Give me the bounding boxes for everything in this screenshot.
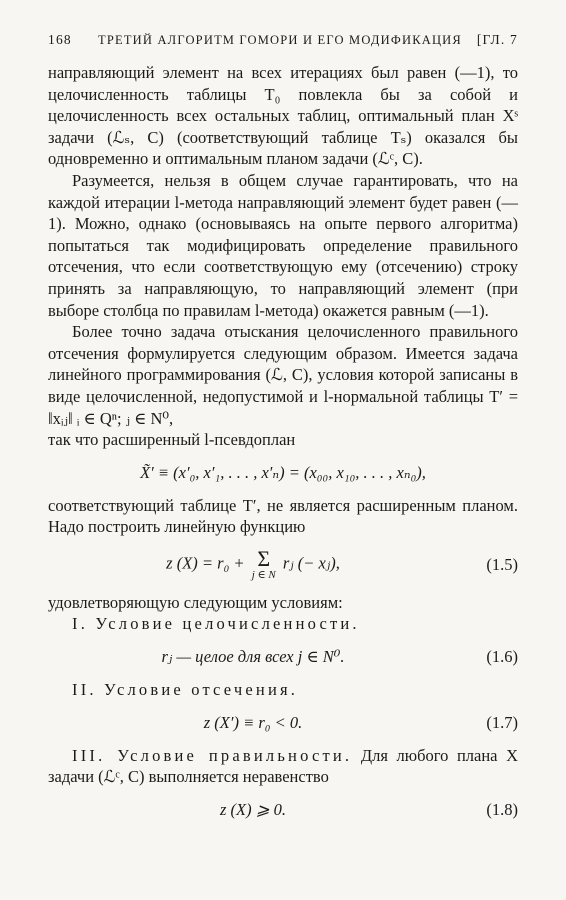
sum-operator	[252, 548, 276, 581]
condition-3	[48, 745, 518, 788]
formula-1-6-body: rⱼ — целое для всех j ∈ N⁰.	[161, 647, 345, 667]
condition-1	[48, 613, 518, 635]
formula-1-6	[48, 635, 518, 679]
formula-1-6-label: (1.6)	[486, 647, 518, 667]
condition-2-label: II. Условие отсечения.	[72, 680, 299, 700]
page-number: 168	[48, 32, 72, 47]
formula-1-8	[48, 788, 518, 832]
running-title: ТРЕТИЙ АЛГОРИТМ ГОМОРИ И ЕГО МОДИФИКАЦИЯ	[98, 33, 462, 47]
formula-1-5-right: rⱼ (− xⱼ),	[282, 553, 340, 573]
condition-3-label: III. Условие правильности.	[72, 745, 353, 765]
paragraph-3b: так что расширенный l-псевдоплан	[48, 430, 296, 450]
formula-1-8-label: (1.8)	[486, 799, 518, 819]
formula-1-5-body	[48, 548, 458, 581]
paragraph-6: выполняется неравенство	[148, 767, 329, 787]
sigma-symbol: Σ	[257, 546, 271, 572]
running-header	[48, 32, 518, 48]
formula-pseudoplan	[48, 451, 518, 495]
condition-3-text: Для любого плана X задачи (ℒᶜ, C)	[48, 745, 518, 787]
formula-1-7	[48, 701, 518, 745]
paragraph-1: направляющий элемент на всех итерациях был равен (—1), то целочисленность таблицы T₀ повлекла бы за собой и целочисленность всех остальных таблиц, оптимальный план Xˢ задачи (ℒₛ, C) (соответствующий таблице Tₛ) оказался бы одновременно и оптимальным планом задачи (ℒᶜ, C).	[48, 63, 518, 169]
sum-limit: j ∈ N	[251, 569, 276, 582]
formula-1-5	[48, 538, 518, 592]
formula-1-7-body: z (X′) ≡ r₀ < 0.	[203, 712, 303, 732]
formula-pseudoplan-body: X̃′ ≡ (x′₀, x′₁, . . . , x′ₙ) = (x₀₀, x₁₀, . . . , xₙ₀),	[140, 462, 426, 482]
paragraph-5: удовлетворяющую следующим условиям:	[48, 592, 343, 612]
formula-1-7-label: (1.7)	[486, 712, 518, 732]
condition-2	[48, 679, 518, 701]
paragraph-3: Более точно задача отыскания целочисленного правильного отсечения формулируется следующим образом. Имеется задача линейного программирования (ℒ, C), условия которой записаны в виде целочисленной, недопустимой и l-нормальной таблицы T′ = ‖xᵢⱼ‖ ᵢ ∈ Qⁿ; ⱼ ∈ N⁰,	[48, 322, 518, 428]
formula-1-5-left: z (X) = r₀ +	[166, 553, 245, 573]
formula-1-5-label: (1.5)	[486, 554, 518, 574]
formula-1-8-body: z (X) ⩾ 0.	[219, 799, 287, 819]
chapter-label: [ГЛ. 7	[476, 32, 518, 47]
condition-1-label: I. Условие целочисленности.	[72, 614, 360, 634]
paragraph-2: Разумеется, нельзя в общем случае гарантировать, что на каждой итерации l-метода направляющий элемент будет равен (—1). Можно, однако (основываясь на опыте первого алгоритма) попытаться так модифицировать определение правильного отсечения, что если соответствующую ему (отсечению) строку принять за направляющую, то направляющий элемент (при выборе столбца по правилам l-метода) окажется равным (—1).	[48, 170, 518, 320]
paragraph-4: соответствующий таблице T′, не является расширенным планом. Надо построить линейную функцию	[48, 495, 518, 537]
